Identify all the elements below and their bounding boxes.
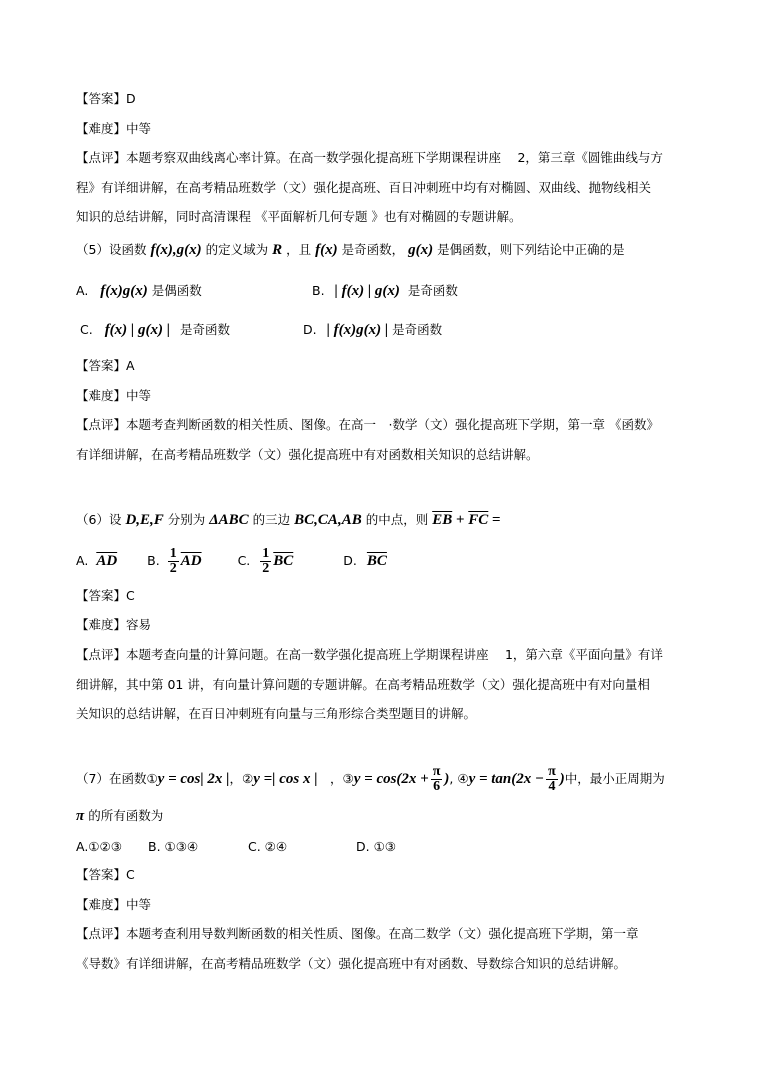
stem-text: 分别为 bbox=[167, 512, 206, 527]
math-expr: y = cos| 2x | bbox=[157, 771, 230, 787]
option-label: D. bbox=[303, 322, 317, 337]
question-7-option-d: D. ①③ bbox=[356, 839, 396, 854]
question-5-option-c bbox=[80, 322, 230, 338]
vector-expr: $\overline{BC}$ bbox=[273, 553, 294, 569]
math-expr: | f(x) | g(x) bbox=[334, 283, 400, 299]
math-expr: y = tan(2x − bbox=[468, 771, 545, 787]
stem-text: ，② bbox=[229, 771, 254, 786]
math-expr: y = cos(2x + bbox=[353, 771, 429, 787]
option-label: A. bbox=[76, 553, 89, 568]
difficulty-line: 【难度】中等 bbox=[76, 388, 152, 403]
stem-text: ，且 bbox=[286, 242, 312, 257]
question-6-options bbox=[76, 544, 387, 578]
math-expr: f(x) bbox=[315, 242, 338, 258]
difficulty-line: 【难度】中等 bbox=[76, 897, 152, 912]
question-6-stem bbox=[76, 512, 501, 528]
math-expr: | f(x)g(x) | bbox=[326, 322, 389, 338]
question-7-option-b: B. ①③④ bbox=[148, 839, 199, 854]
option-text: 是奇函数 bbox=[407, 283, 458, 298]
question-7-option-a: A.①②③ bbox=[76, 839, 122, 854]
stem-text: 是奇函数， bbox=[341, 242, 405, 257]
math-expr: f(x),g(x) bbox=[150, 242, 202, 258]
fraction: $\frac{\pi}{6}$ bbox=[432, 763, 441, 794]
stem-text: ，③ bbox=[317, 771, 354, 786]
answer-line: 【答案】C bbox=[76, 867, 135, 882]
question-5-option-d bbox=[303, 322, 442, 338]
vector-expr: $\overline{EB}$ bbox=[432, 512, 453, 528]
option-label: C. bbox=[237, 553, 251, 568]
question-5-option-b bbox=[312, 283, 458, 299]
stem-text: , ④ bbox=[449, 771, 469, 786]
comment-line: 细讲解，其中第 01 讲，有向量计算问题的专题讲解。在高考精品班数学（文）强化提高班中有对向量相 bbox=[76, 677, 650, 692]
stem-text: （7）在函数① bbox=[76, 771, 158, 786]
math-expr: BC,CA,AB bbox=[294, 512, 362, 528]
math-expr: = bbox=[488, 512, 501, 528]
option-label: B. bbox=[312, 283, 325, 298]
comment-line: 【点评】本题考察双曲线离心率计算。在高一数学强化提高班下学期课程讲座 2，第三章《圆锥曲线与方 bbox=[76, 150, 663, 165]
question-7-stem bbox=[76, 762, 665, 796]
option-label: D. bbox=[343, 553, 357, 568]
answer-line: 【答案】A bbox=[76, 358, 135, 373]
difficulty-line: 【难度】容易 bbox=[76, 617, 152, 632]
difficulty-line: 【难度】中等 bbox=[76, 121, 152, 136]
comment-line: 程》有详细讲解，在高考精品班数学（文）强化提高班、百日冲刺班中均有对椭圆、双曲线、抛物线相关 bbox=[76, 180, 652, 195]
stem-text: 的定义域为 bbox=[205, 242, 269, 257]
question-7-option-c: C. ②④ bbox=[248, 839, 288, 854]
math-expr: g(x) bbox=[408, 242, 434, 258]
answer-line: 【答案】D bbox=[76, 91, 136, 106]
stem-text: 的所有函数为 bbox=[88, 808, 164, 823]
comment-line: 《导数》有详细讲解，在高考精品班数学（文）强化提高班中有对函数、导数综合知识的总结讲解。 bbox=[76, 956, 627, 971]
vector-expr: $\overline{FC}$ bbox=[468, 512, 489, 528]
fraction: $\frac{1}{2}$ bbox=[169, 545, 177, 576]
stem-text: 的三边 bbox=[252, 512, 291, 527]
fraction: $\frac{\pi}{4}$ bbox=[548, 763, 556, 794]
math-expr: R bbox=[272, 242, 283, 258]
comment-line: 知识的总结讲解，同时高清课程 《平面解析几何专题 》也有对椭圆的专题讲解。 bbox=[76, 209, 522, 224]
question-5-stem bbox=[76, 242, 625, 258]
math-expr: ΔABC bbox=[209, 512, 249, 528]
option-text: 是偶函数 bbox=[151, 283, 202, 298]
math-expr: f(x) | g(x) | bbox=[104, 322, 171, 338]
math-expr: f(x)g(x) bbox=[100, 283, 148, 299]
option-text: 是奇函数 bbox=[180, 322, 231, 337]
vector-expr: $\overline{AD}$ bbox=[180, 553, 202, 569]
vector-expr: $\overline{AD}$ bbox=[96, 553, 118, 569]
question-7-stem-line2 bbox=[76, 808, 163, 824]
math-expr: ) bbox=[444, 771, 450, 787]
option-label: A. bbox=[76, 283, 89, 298]
comment-line: 【点评】本题考查向量的计算问题。在高一数学强化提高班上学期课程讲座 1，第六章《平面向量》有详 bbox=[76, 647, 663, 662]
stem-text: 中，最小正周期为 bbox=[564, 771, 665, 786]
option-text: 是奇函数 bbox=[392, 322, 443, 337]
vector-expr: $\overline{BC}$ bbox=[366, 553, 387, 569]
comment-line: 【点评】本题考查利用导数判断函数的相关性质、图像。在高二数学（文）强化提高班下学期，第一章 bbox=[76, 926, 639, 941]
math-expr: + bbox=[452, 512, 469, 528]
comment-line: 【点评】本题考查判断函数的相关性质、图像。在高一 ·数学（文）强化提高班下学期，第一章 《函数》 bbox=[76, 417, 659, 432]
math-expr: y =| cos x | bbox=[253, 771, 318, 787]
option-label: B. bbox=[147, 553, 160, 568]
stem-text: 是偶函数，则下列结论中正确的是 bbox=[437, 242, 625, 257]
answer-line: 【答案】C bbox=[76, 588, 135, 603]
fraction: $\frac{1}{2}$ bbox=[262, 545, 270, 576]
comment-line: 有详细讲解，在高考精品班数学（文）强化提高班中有对函数相关知识的总结讲解。 bbox=[76, 447, 539, 462]
stem-text: （6）设 bbox=[76, 512, 122, 527]
option-label: C. bbox=[80, 322, 93, 337]
math-expr: π bbox=[76, 808, 85, 824]
question-5-option-a bbox=[76, 283, 202, 299]
math-expr: ) bbox=[559, 771, 565, 787]
stem-text: （5）设函数 bbox=[76, 242, 147, 257]
stem-text: 的中点，则 bbox=[365, 512, 429, 527]
math-expr: D,E,F bbox=[125, 512, 164, 528]
comment-line: 关知识的总结讲解，在百日冲刺班有向量与三角形综合类型题目的讲解。 bbox=[76, 706, 477, 721]
